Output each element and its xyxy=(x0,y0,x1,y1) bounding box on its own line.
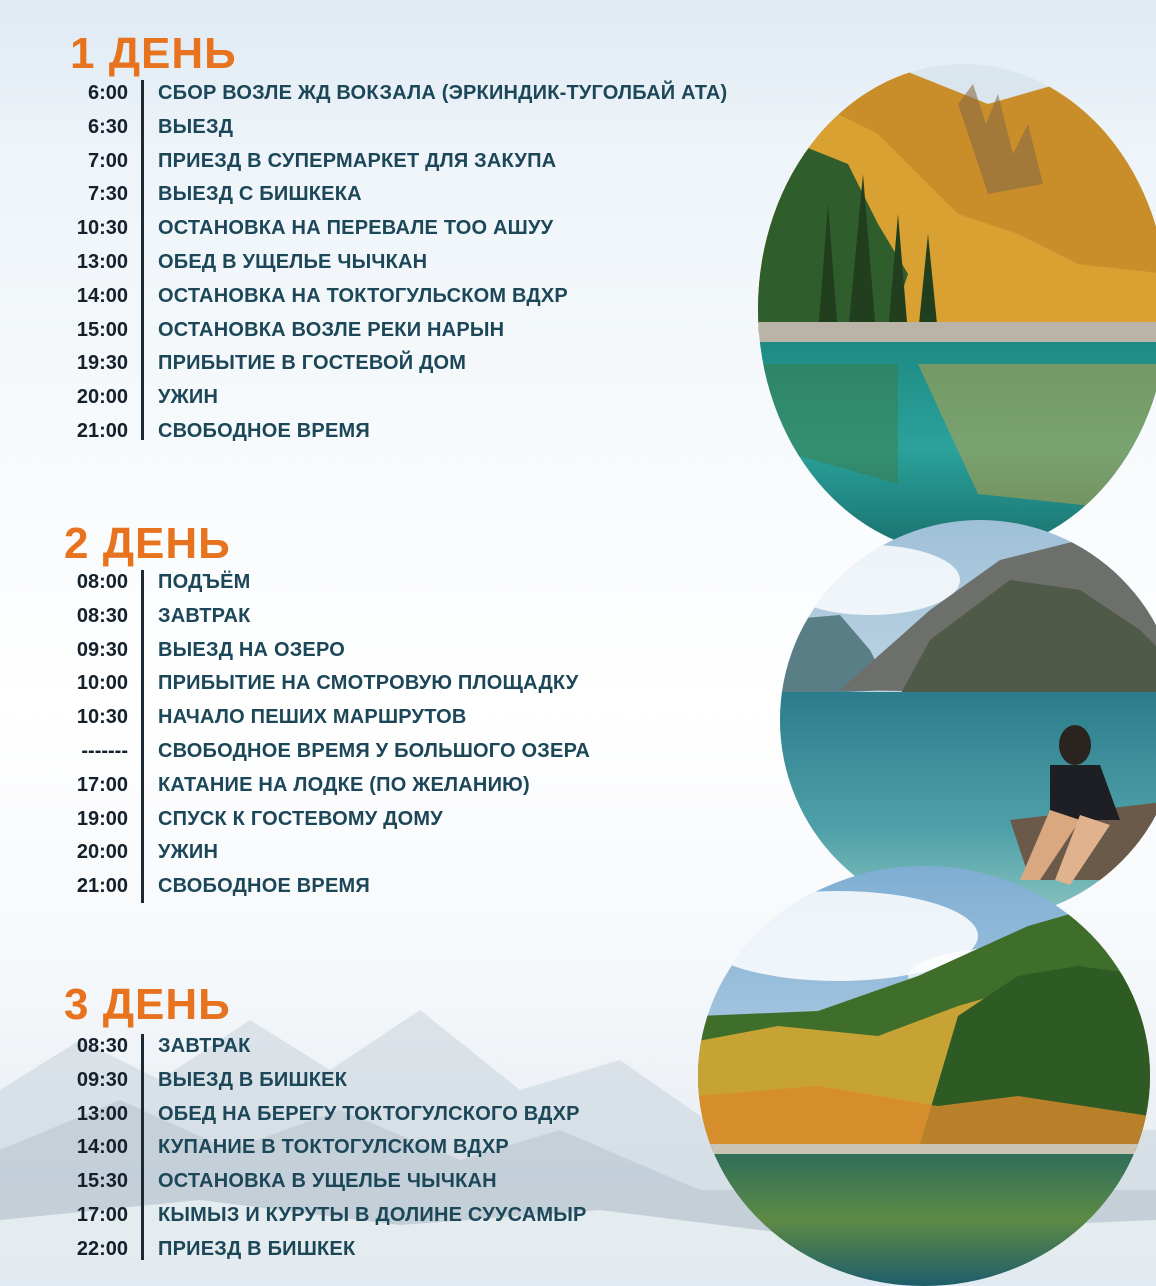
activity: ПРИБЫТИЕ НА СМОТРОВУЮ ПЛОЩАДКУ xyxy=(158,672,579,695)
activity: ВЫЕЗД С БИШКЕКА xyxy=(158,183,362,206)
schedule-row xyxy=(0,1130,760,1164)
schedule-row xyxy=(0,633,760,667)
schedule-row xyxy=(0,414,760,448)
schedule-row xyxy=(0,110,760,144)
activity: УЖИН xyxy=(158,841,219,864)
time: 09:30 xyxy=(76,638,128,661)
activity: ПРИЕЗД В БИШКЕК xyxy=(158,1237,356,1260)
time: 20:00 xyxy=(76,841,128,864)
time: 08:30 xyxy=(76,604,128,627)
activity: СБОР ВОЗЛЕ ЖД ВОКЗАЛА (ЭРКИНДИК-ТУГОЛБАЙ АТА) xyxy=(158,82,728,104)
activity: ОСТАНОВКА НА ПЕРЕВАЛЕ ТОО АШУУ xyxy=(158,217,554,240)
activity: УЖИН xyxy=(158,386,219,409)
activity: ПРИЕЗД В СУПЕРМАРКЕТ ДЛЯ ЗАКУПА xyxy=(158,149,557,172)
day-3-title: 3 ДЕНЬ xyxy=(64,980,231,1029)
autumn-lake-image xyxy=(758,64,1156,554)
forest-lake-image xyxy=(698,866,1150,1286)
activity: ВЫЕЗД xyxy=(158,115,234,138)
time: 6:00 xyxy=(87,82,128,104)
time: 08:00 xyxy=(76,571,128,593)
time: 09:30 xyxy=(76,1068,128,1091)
activity: КАТАНИЕ НА ЛОДКЕ (ПО ЖЕЛАНИЮ) xyxy=(158,773,530,796)
time: 15:30 xyxy=(76,1170,128,1193)
schedule-row xyxy=(0,380,760,414)
schedule-row xyxy=(0,144,760,178)
activity: ЗАВТРАК xyxy=(158,1035,251,1057)
time: 20:00 xyxy=(76,386,128,409)
activity: ВЫЕЗД НА ОЗЕРО xyxy=(158,638,345,661)
day-1-title: 1 ДЕНЬ xyxy=(70,29,237,78)
schedule-row xyxy=(0,565,760,599)
schedule-row xyxy=(0,802,760,836)
schedule-row xyxy=(0,245,760,279)
activity: ОБЕД НА БЕРЕГУ ТОКТОГУЛСКОГО ВДХР xyxy=(158,1102,580,1125)
activity: КЫМЫЗ И КУРУТЫ В ДОЛИНЕ СУУСАМЫР xyxy=(158,1203,587,1226)
schedule-row xyxy=(0,1164,760,1198)
lake-portrait-image xyxy=(780,520,1156,920)
activity: СВОБОДНОЕ ВРЕМЯ xyxy=(158,875,370,898)
time: 7:30 xyxy=(87,183,128,206)
time: 10:30 xyxy=(76,706,128,729)
schedule-row xyxy=(0,666,760,700)
time: 7:00 xyxy=(87,149,128,172)
activity: ЗАВТРАК xyxy=(158,604,251,627)
schedule-row xyxy=(0,1198,760,1232)
time: 22:00 xyxy=(76,1237,128,1260)
activity: НАЧАЛО ПЕШИХ МАРШРУТОВ xyxy=(158,706,467,729)
schedule-row xyxy=(0,211,760,245)
time: 19:30 xyxy=(76,352,128,375)
schedule-row xyxy=(0,1232,760,1266)
time: 19:00 xyxy=(76,807,128,830)
time: 14:00 xyxy=(76,1136,128,1159)
photo-forest-lake xyxy=(698,866,1150,1286)
schedule-row xyxy=(0,177,760,211)
schedule-row xyxy=(0,1029,760,1063)
schedule-row xyxy=(0,313,760,347)
day-2-title: 2 ДЕНЬ xyxy=(64,519,231,568)
time: 10:30 xyxy=(76,217,128,240)
time: 08:30 xyxy=(76,1035,128,1057)
time: 17:00 xyxy=(76,1203,128,1226)
day-3-schedule xyxy=(0,1029,760,1266)
schedule-row xyxy=(0,768,760,802)
photo-woman-by-lake xyxy=(780,520,1156,920)
activity: ПОДЪЁМ xyxy=(158,571,251,593)
schedule-row xyxy=(0,279,760,313)
time: 14:00 xyxy=(76,284,128,307)
schedule-row xyxy=(0,599,760,633)
time: 10:00 xyxy=(76,672,128,695)
activity: СВОБОДНОЕ ВРЕМЯ У БОЛЬШОГО ОЗЕРА xyxy=(158,739,591,762)
schedule-row xyxy=(0,346,760,380)
time: 13:00 xyxy=(76,250,128,273)
schedule-row xyxy=(0,1063,760,1097)
day-1-schedule xyxy=(0,76,760,448)
schedule-row xyxy=(0,76,760,110)
time: 13:00 xyxy=(76,1102,128,1125)
activity: КУПАНИЕ В ТОКТОГУЛСКОМ ВДХР xyxy=(158,1136,509,1159)
schedule-row xyxy=(0,734,760,768)
activity: ПРИБЫТИЕ В ГОСТЕВОЙ ДОМ xyxy=(158,352,467,375)
day-2-schedule xyxy=(0,565,760,903)
activity: ОСТАНОВКА ВОЗЛЕ РЕКИ НАРЫН xyxy=(158,318,505,341)
activity: СПУСК К ГОСТЕВОМУ ДОМУ xyxy=(158,807,443,830)
schedule-row xyxy=(0,1097,760,1131)
activity: СВОБОДНОЕ ВРЕМЯ xyxy=(158,419,370,442)
schedule-row xyxy=(0,869,760,903)
schedule-row xyxy=(0,700,760,734)
schedule-row xyxy=(0,835,760,869)
time: ------- xyxy=(81,739,128,762)
activity: ОСТАНОВКА НА ТОКТОГУЛЬСКОМ ВДХР xyxy=(158,284,568,307)
photo-autumn-lake xyxy=(758,64,1156,554)
time: 21:00 xyxy=(76,875,128,898)
activity: ОБЕД В УЩЕЛЬЕ ЧЫЧКАН xyxy=(158,250,428,273)
time: 15:00 xyxy=(76,318,128,341)
time: 21:00 xyxy=(76,419,128,442)
time: 17:00 xyxy=(76,773,128,796)
time: 6:30 xyxy=(87,115,128,138)
activity: ОСТАНОВКА В УЩЕЛЬЕ ЧЫЧКАН xyxy=(158,1170,497,1193)
activity: ВЫЕЗД В БИШКЕК xyxy=(158,1068,348,1091)
